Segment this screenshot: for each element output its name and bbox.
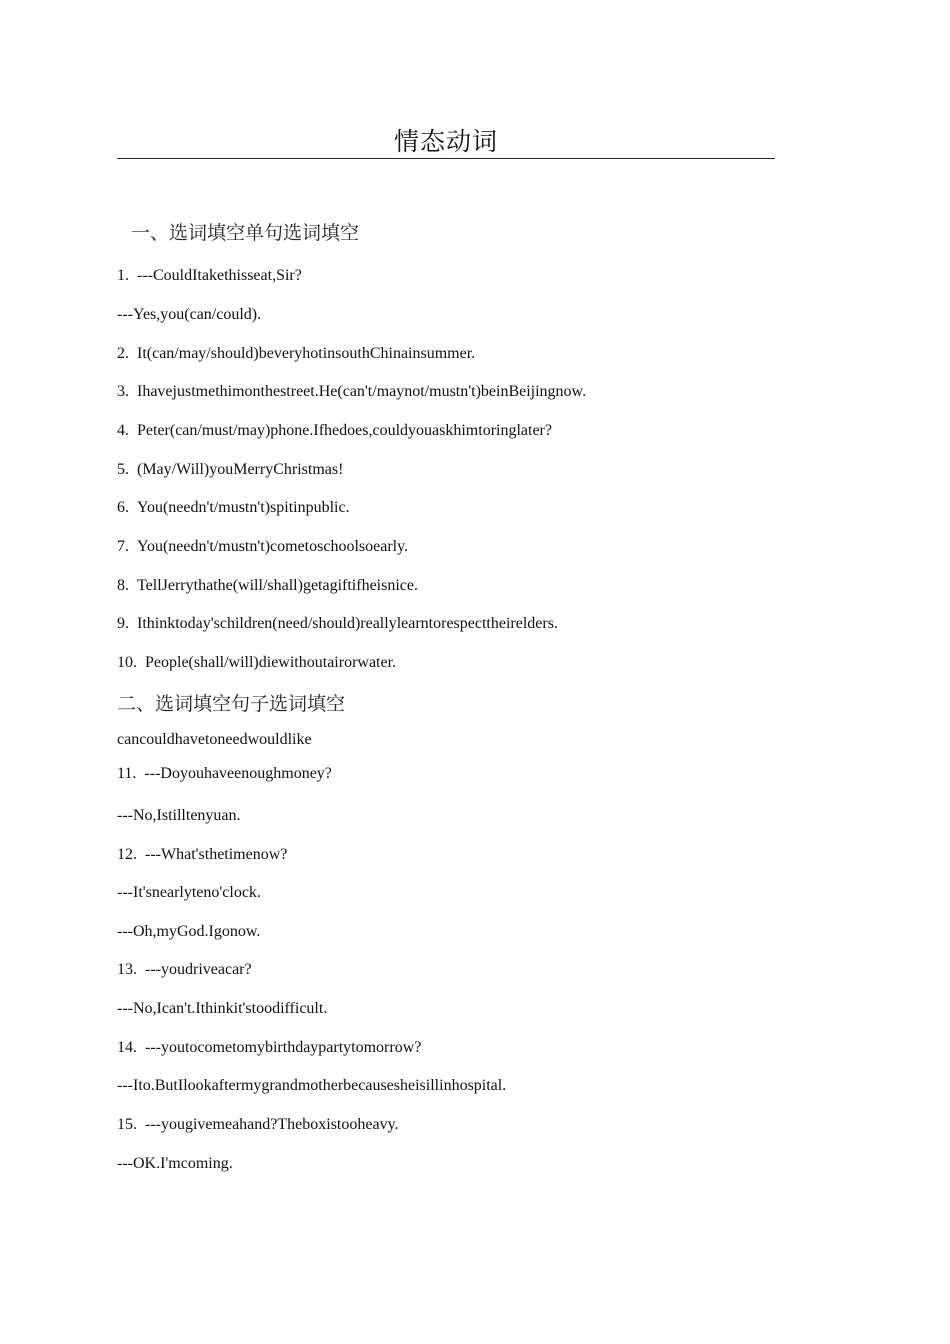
answer-line: ---No,Ican't.Ithinkit'stoodifficult. [117,1000,328,1017]
section-heading-1: 一、选词填空单句选词填空 [131,222,360,244]
question-number: 10. [117,654,137,671]
question-text: ---youtocometomybirthdaypartytomorrow? [145,1039,422,1056]
question-item [117,537,408,557]
question-number: 14. [117,1039,137,1056]
page-title: 情态动词 [393,127,498,156]
answer-line: ---No,Istilltenyuan. [117,807,241,824]
question-item [117,764,332,784]
question-number: 2. [117,345,129,362]
question-text: ---What'sthetimenow? [145,846,288,863]
question-number: 3. [117,383,129,400]
question-text: ---yougivemeahand?Theboxistooheavy. [145,1116,399,1133]
question-item [117,344,475,364]
question-item [117,421,552,441]
question-item [117,266,302,286]
question-item [117,1038,421,1058]
question-text: (May/Will)youMerryChristmas! [137,461,344,478]
question-item [117,1115,399,1135]
question-text: ---Doyouhaveenoughmoney? [144,765,332,782]
question-item [117,498,350,518]
question-number: 5. [117,461,129,478]
question-text: Peter(can/must/may)phone.Ifhedoes,couldyouaskhimtoringlater? [137,422,552,439]
answer-line: ---Oh,myGod.Igonow. [117,923,261,940]
question-number: 7. [117,538,129,555]
question-number: 15. [117,1116,137,1133]
question-text: It(can/may/should)beveryhotinsouthChinainsummer. [137,345,476,362]
question-text: You(needn't/mustn't)spitinpublic. [137,499,350,516]
question-item [117,845,287,865]
question-item [117,382,586,402]
question-number: 1. [117,267,129,284]
question-number: 13. [117,961,137,978]
question-item [117,614,558,634]
question-number: 8. [117,577,129,594]
question-number: 12. [117,846,137,863]
question-text: You(needn't/mustn't)cometoschoolsoearly. [137,538,409,555]
question-text: TellJerrythathe(will/shall)getagiftifheisnice. [137,577,418,594]
question-item [117,960,252,980]
answer-line: ---Yes,you(can/could). [117,306,262,323]
question-number: 6. [117,499,129,516]
question-text: ---CouldItakethisseat,Sir? [137,267,302,284]
answer-line: ---It'snearlyteno'clock. [117,884,261,901]
answer-line: ---OK.I'mcoming. [117,1155,233,1172]
question-text: ---youdriveacar? [145,961,252,978]
question-text: Ithinktoday'schildren(need/should)reallylearntorespecttheirelders. [137,615,558,632]
question-item [117,653,396,673]
title-block [117,126,775,159]
question-item [117,576,418,596]
question-number: 4. [117,422,129,439]
question-text: People(shall/will)diewithoutairorwater. [145,654,397,671]
question-number: 9. [117,615,129,632]
word-bank: cancouldhavetoneedwouldlike [117,731,312,748]
question-number: 11. [117,765,137,782]
question-item [117,460,343,480]
question-text: Ihavejustmethimonthestreet.He(can't/maynot/mustn't)beinBeijingnow. [137,383,587,400]
section-heading-2: 二、选词填空句子选词填空 [117,693,346,715]
answer-line: ---Ito.ButIlookaftermygrandmotherbecausesheisillinhospital. [117,1077,507,1094]
